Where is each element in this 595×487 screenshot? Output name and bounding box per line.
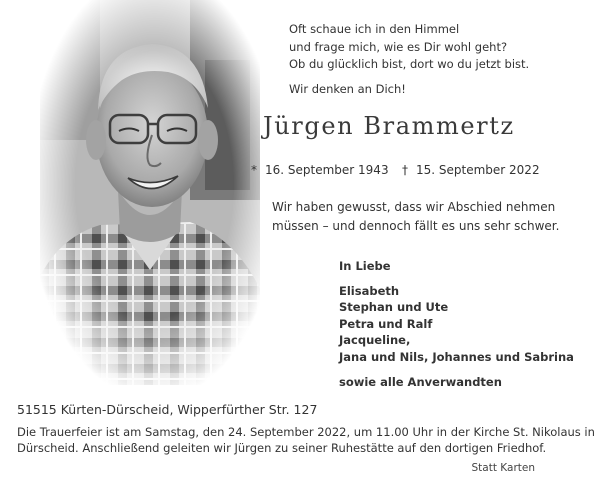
mourners-others: sowie alle Anverwandten	[339, 374, 502, 389]
tribute-text	[272, 198, 560, 236]
mourner-name: Jana und Nils, Johannes und Sabrina	[339, 349, 574, 364]
death-date-text: 15. September 2022	[416, 163, 540, 177]
birth-date-text: 16. September 1943	[265, 163, 389, 177]
tribute-line: Wir haben gewusst, dass wir Abschied nehmen	[272, 200, 556, 214]
deceased-name: Jürgen Brammertz	[263, 112, 515, 140]
mourners-list	[339, 258, 574, 390]
poem	[289, 21, 529, 98]
funeral-line: Die Trauerfeier ist am Samstag, den 24. September 2022, um 11.00 Uhr in der Kirche St. Nikolaus in	[17, 425, 595, 439]
mourner-name: Elisabeth	[339, 283, 400, 298]
poem-line: Ob du glücklich bist, dort wo du jetzt bist.	[289, 57, 530, 71]
mourners-intro: In Liebe	[339, 259, 391, 273]
mourner-name: Petra und Ralf	[339, 316, 433, 331]
funeral-info	[17, 424, 595, 456]
poem-line: und frage mich, wie es Dir wohl geht?	[289, 39, 508, 54]
mourner-name: Jacqueline,	[339, 333, 411, 348]
death-date	[402, 163, 540, 177]
tribute-line: müssen – und dennoch fällt es uns sehr schwer.	[272, 219, 560, 233]
cross-symbol: †	[402, 163, 408, 177]
funeral-line: Dürscheid. Anschließend geleiten wir Jürgen zu seiner Ruhestätte auf den dortigen Friedhof.	[17, 441, 547, 455]
birth-symbol: *	[251, 163, 257, 177]
address: 51515 Kürten-Dürscheid, Wipperfürther Str. 127	[17, 402, 318, 417]
poem-line: Oft schaue ich in den Himmel	[289, 22, 460, 36]
portrait-photo	[40, 0, 260, 385]
poem-closing: Wir denken an Dich!	[289, 81, 406, 96]
footer-note: Statt Karten	[471, 462, 535, 474]
mourner-name: Stephan und Ute	[339, 300, 449, 315]
birth-date	[251, 163, 389, 177]
